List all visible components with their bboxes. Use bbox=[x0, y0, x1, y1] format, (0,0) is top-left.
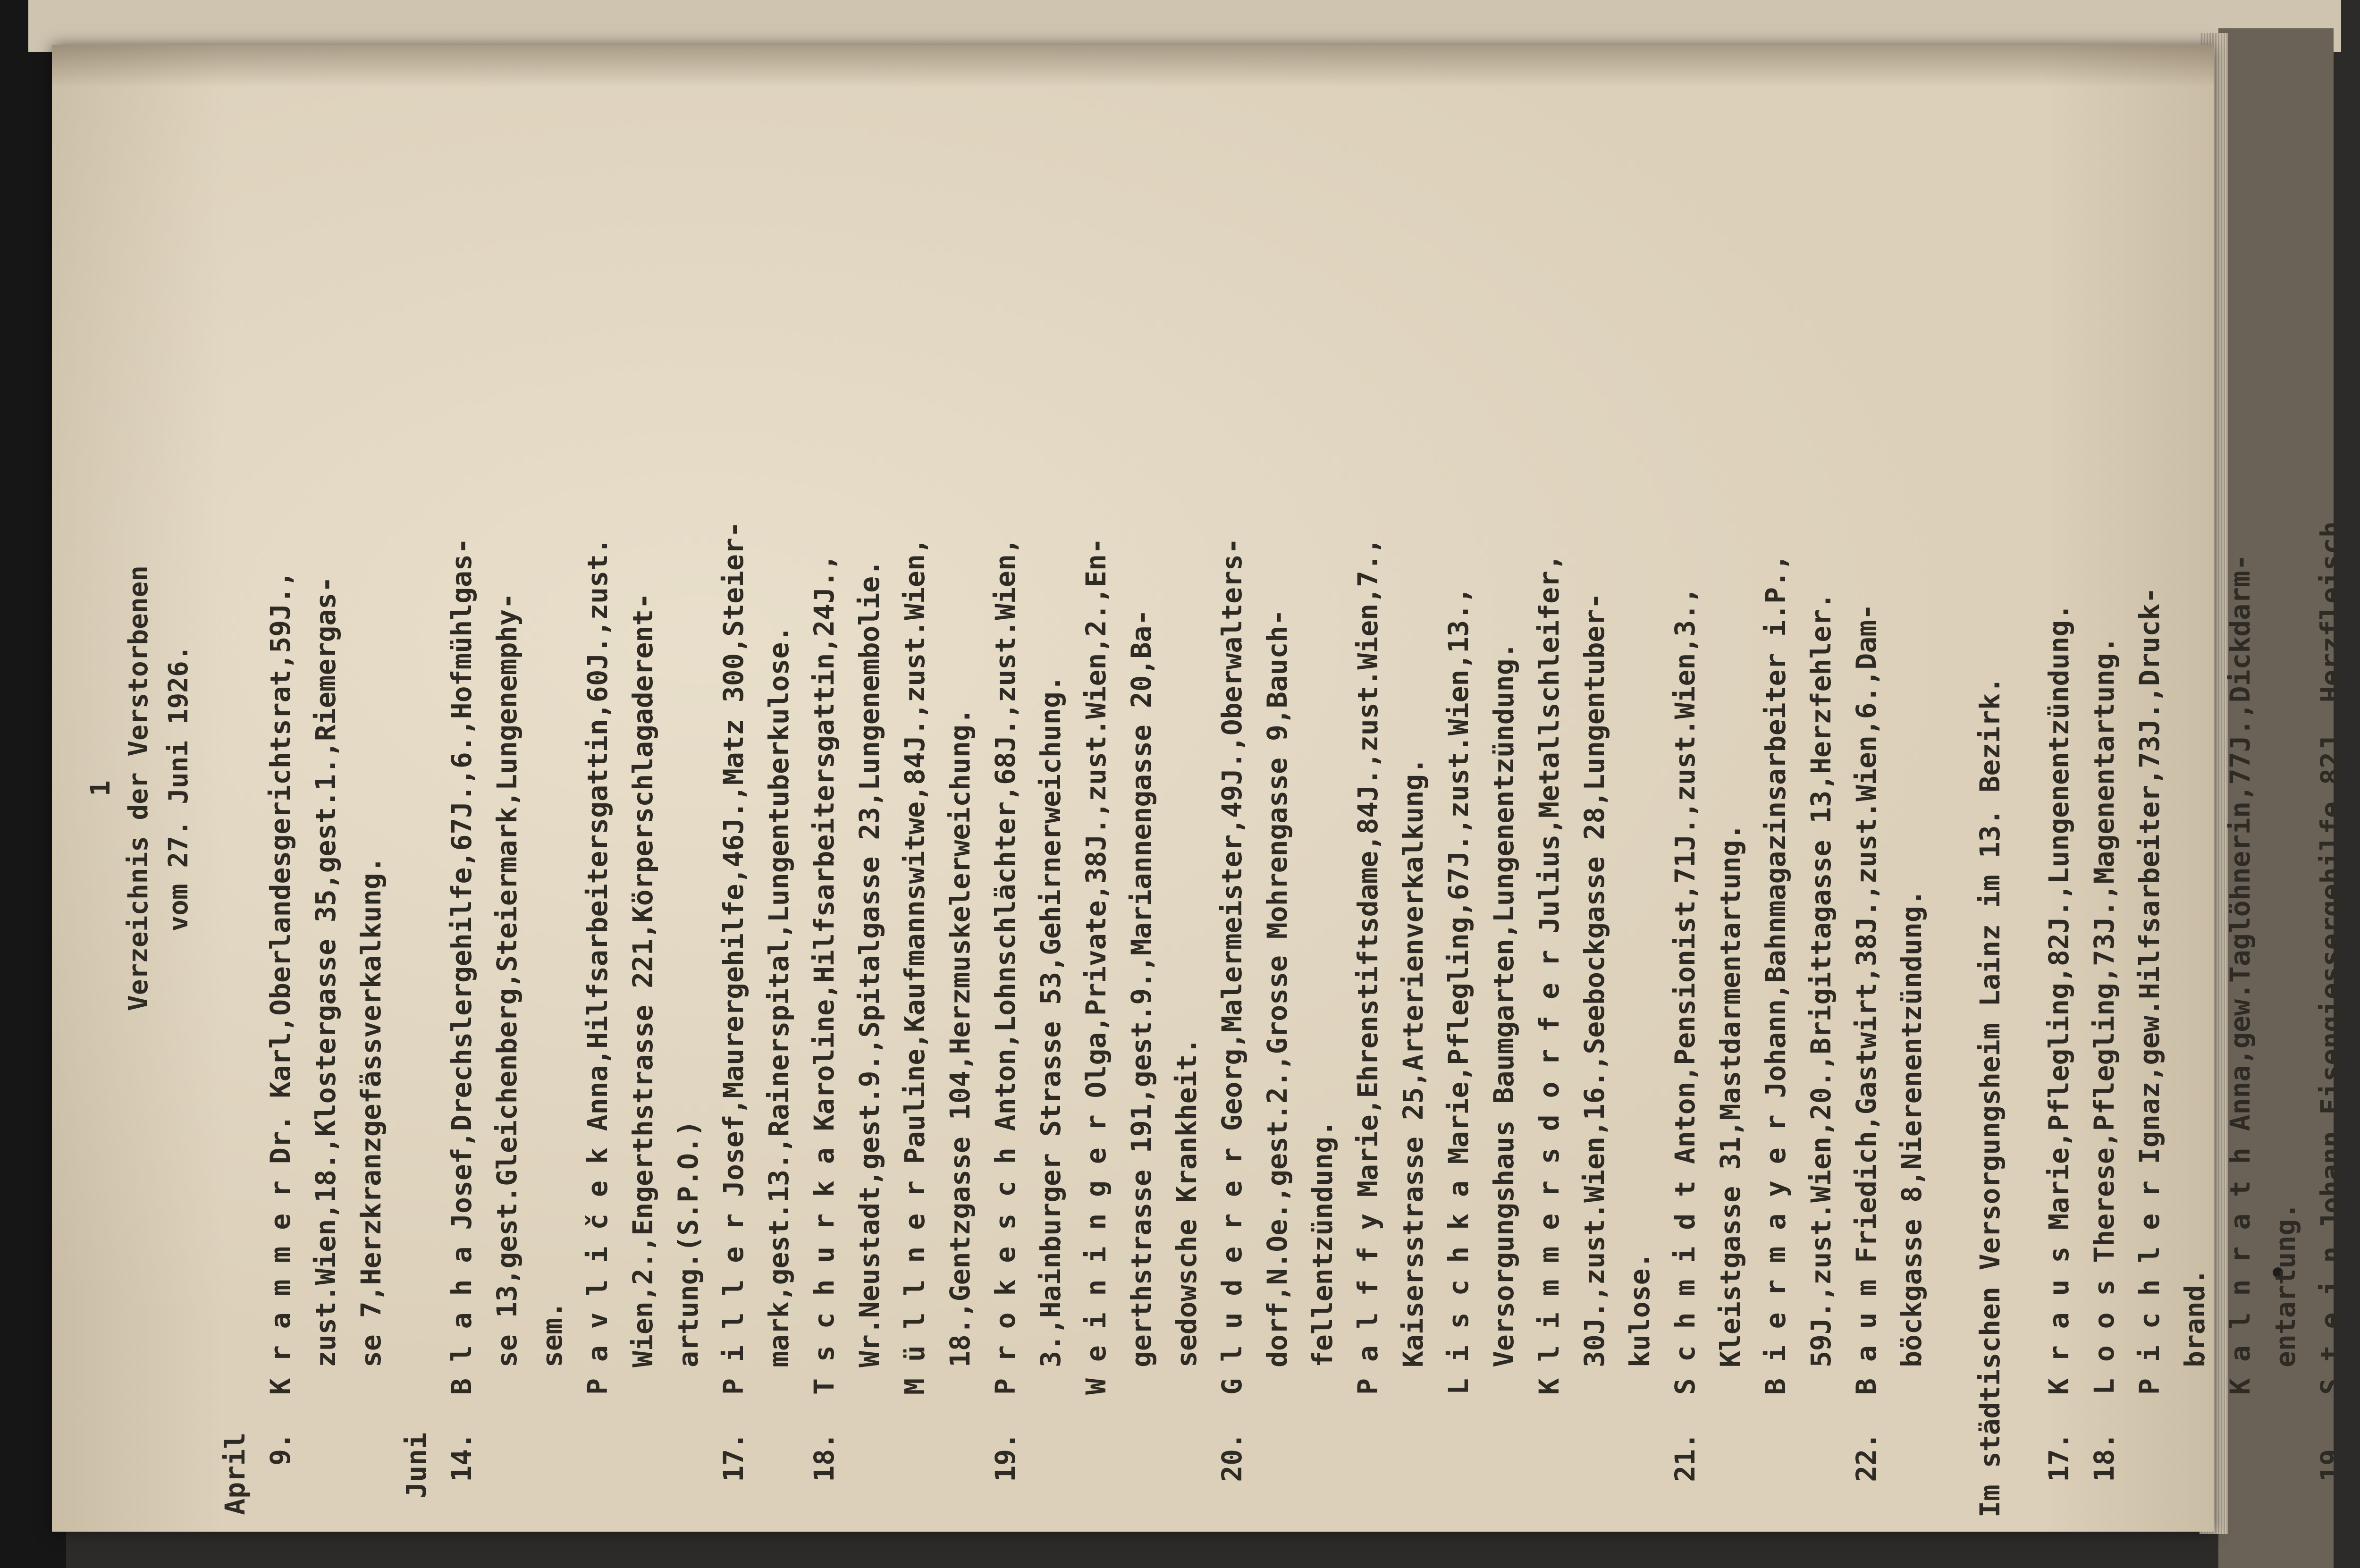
entry-text: L i s c h k a Marie,Pflegling,67J.,zust.Wien,13., bbox=[1442, 587, 1475, 1395]
typed-sheet bbox=[52, 45, 2347, 1532]
entry-text: W e i n i n g e r Olga,Private,38J.,zust.Wien,2.,En- bbox=[1080, 538, 1112, 1395]
entry bbox=[1345, 45, 1436, 1532]
entry-text-continued: 3.,Hainburger Strasse 53,Gehirnerweichung. bbox=[1035, 675, 1067, 1367]
entry bbox=[711, 45, 801, 1532]
entry-date: 22. bbox=[1850, 1433, 1882, 1482]
entry bbox=[1073, 45, 1209, 1532]
entry bbox=[439, 45, 575, 1532]
entry-text-continued bbox=[2353, 1203, 2360, 1367]
entry-text: L o o s Therese,Pflegling,73J.,Magenentartung. bbox=[2088, 636, 2120, 1395]
entry bbox=[801, 45, 892, 1532]
entry-text-continued: Kleistgasse 31,Mastdarmentartung. bbox=[1714, 823, 1746, 1367]
document-title: Verzeichnis der Verstorbenen bbox=[123, 565, 154, 1012]
entry-date: 17. bbox=[717, 1433, 750, 1482]
entry-text-continued: Kaisersstrasse 25,Arterienverkalkung. bbox=[1397, 757, 1429, 1367]
entry-text-continued: brand. bbox=[2179, 1268, 2211, 1367]
document-subtitle: vom 27. Juni 1926. bbox=[163, 645, 194, 932]
entry-text-continued: Wr.Neustadt,gest.9.,Spitalgasse 23,Lungenembolie. bbox=[853, 559, 885, 1367]
entry-text: B a u m Friedich,Gastwirt,38J.,zust.Wien,6.,Dam- bbox=[1850, 603, 1882, 1395]
entry bbox=[394, 45, 439, 1532]
entry-text-continued: dorf,N.Oe.,gest.2.,Grosse Mohrengasse 9,Bauch- bbox=[1261, 609, 1293, 1367]
entry bbox=[212, 45, 258, 1532]
entry bbox=[2082, 45, 2127, 1532]
entry-text: G l u d e r e r Georg,Malermeister,49J.,Oberwalters- bbox=[1216, 538, 1248, 1395]
entry-date: April bbox=[219, 1433, 251, 1515]
entry-date: 19. bbox=[989, 1433, 1021, 1482]
entry-text-continued: Versorgungshaus Baumgarten,Lungenentzündung. bbox=[1488, 642, 1520, 1367]
entry-date: 19. bbox=[2315, 1433, 2347, 1482]
entry-text: P a l f f y Marie,Ehrenstiftsdame,84J.,zust.Wien,7., bbox=[1352, 538, 1384, 1395]
section-heading-versorgungsheim: Im städtischen Versorgungsheim Lainz im 13. Bezirk. bbox=[1974, 677, 2006, 1517]
entry-date: 20. bbox=[1216, 1433, 1248, 1482]
entry-text-continued: entartung. bbox=[2269, 1202, 2301, 1367]
entry-text: K l i m m e r s d o r f e r Julius,Metallschleifer, bbox=[1533, 554, 1565, 1395]
entry bbox=[2217, 45, 2308, 1532]
entry-text-continued: kulose. bbox=[1624, 1252, 1656, 1367]
facing-page-edge bbox=[28, 0, 2341, 52]
entry-text: P i l l e r Josef,Maurergehilfe,46J.,Matz 300,Steier- bbox=[717, 521, 750, 1395]
entry-date: 14. bbox=[446, 1433, 478, 1482]
entry bbox=[2308, 45, 2360, 1532]
entry bbox=[2036, 45, 2082, 1532]
entry-text-continued: sem. bbox=[536, 1301, 568, 1367]
entry-text: K a l n r a t h Anna,gew.Taglöhnerin,77J.,Dickdarm- bbox=[2224, 554, 2256, 1395]
entry-date: 18. bbox=[2088, 1433, 2120, 1482]
entry-text-continued: 18.,Gentzgasse 104,Herzmuskelerweichung. bbox=[944, 708, 976, 1367]
entry-text-continued: böckgasse 8,Nierenentzündung. bbox=[1896, 889, 1928, 1367]
entry-text: P i c h l e r Ignaz,gew.Hilfsarbeiter,73J.,Druck- bbox=[2133, 587, 2166, 1395]
entry-date: Juni bbox=[400, 1433, 432, 1499]
entry bbox=[892, 45, 983, 1532]
entry-date: 18. bbox=[808, 1433, 840, 1482]
entry bbox=[1662, 45, 1753, 1532]
entry-text-continued: se 7,Herzkranzgefässverkalkung. bbox=[355, 856, 387, 1367]
entry-text-continued: 30J.,zust.Wien,16.,Seebockgasse 28,Lungentuber- bbox=[1578, 592, 1610, 1367]
entry bbox=[1526, 45, 1662, 1532]
entry-text-continued: sedowsche Krankheit. bbox=[1171, 1037, 1203, 1367]
entry bbox=[1436, 45, 1526, 1532]
entry-text-continued: se 13,gest.Gleichenberg,Steiermark,Lungenemphy- bbox=[491, 592, 523, 1367]
entry-text-continued: mark,gest.13.,Rainerspital,Lungentuberkulose. bbox=[763, 625, 795, 1367]
entry bbox=[575, 45, 711, 1532]
entry-text: P r o k e s c h Anton,Lohnschlächter,68J.,zust.Wien, bbox=[989, 538, 1021, 1395]
entry-text: B l a h a Josef,Drechslergehilfe,67J.,6.,Hofmühlgas- bbox=[446, 538, 478, 1395]
entry-text: B i e r m a y e r Johann,Bahnmagazinsarbeiter i.P., bbox=[1760, 554, 1792, 1395]
entry-text-continued: artung.(S.P.O.) bbox=[672, 1120, 704, 1367]
entry-text-continued: fellentzündung. bbox=[1306, 1120, 1339, 1367]
entry-text-continued: Wien,2.,Engerthstrasse 221,Körperschlagaderent- bbox=[627, 592, 659, 1367]
entry bbox=[1753, 45, 1844, 1532]
entry-text: K r a u s Marie,Pflegling,82J.,Lungenentzündung. bbox=[2043, 603, 2075, 1395]
page-number: 1 bbox=[85, 780, 116, 796]
entry bbox=[2127, 45, 2217, 1532]
entry bbox=[1209, 45, 1345, 1532]
entry-date: 21. bbox=[1669, 1433, 1701, 1482]
entry bbox=[983, 45, 1073, 1532]
entry-text-continued: gerthstrasse 191,gest.9.,Mariannengasse 20,Ba- bbox=[1125, 609, 1157, 1367]
entry-date: 17. bbox=[2043, 1433, 2075, 1482]
entry-text: S t e i n Johann,Eisengiessergehilfe,82J.,Herzfleisch bbox=[2315, 521, 2347, 1395]
entry-text: P a v l i č e k Anna,Hilfsarbeitersgattin,60J.,zust. bbox=[582, 538, 614, 1395]
entry-text: S c h m i d t Anton,Pensionist,71J.,zust.Wien,3., bbox=[1669, 587, 1701, 1395]
entry-text: K r a m m e r Dr. Karl,Oberlandesgerichtsrat,59J., bbox=[264, 571, 296, 1395]
entry-date: 9. bbox=[264, 1433, 296, 1466]
entry-text-continued: zust.Wien,18.,Klostergasse 35,gest.1.,Riemergas- bbox=[310, 576, 342, 1367]
entry-text: T s c h u r k a Karoline,Hilfsarbeitersgattin,24J., bbox=[808, 554, 840, 1395]
entry bbox=[258, 45, 394, 1532]
entry-text-continued: 59J.,zust.Wien,20.,Brigittagasse 13,Herzfehler. bbox=[1805, 592, 1837, 1367]
entry bbox=[1844, 45, 1934, 1532]
entry-text: M ü l l n e r Pauline,Kaufmannswitwe,84J.,zust.Wien, bbox=[899, 538, 931, 1395]
